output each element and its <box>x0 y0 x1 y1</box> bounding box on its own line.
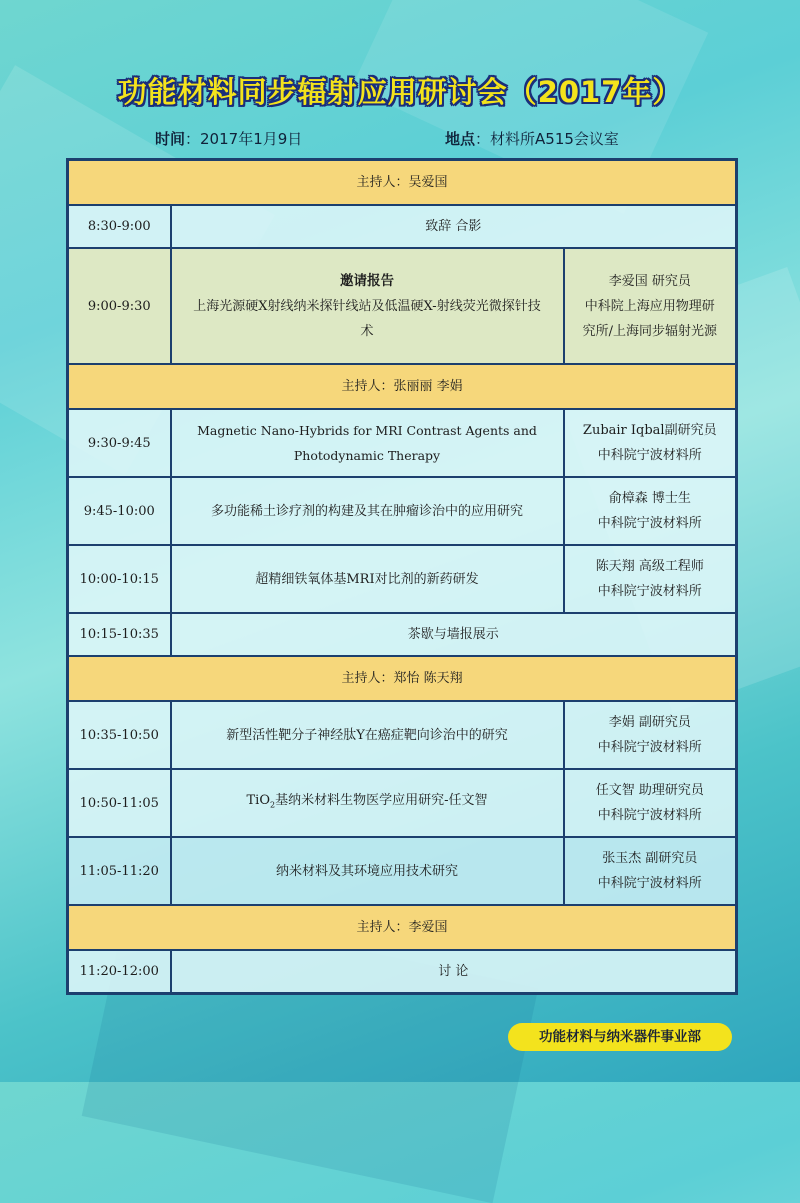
talk-topic: Magnetic Nano-Hybrids for MRI Contrast Agents and Photodynamic Therapy <box>171 409 564 477</box>
talk-topic: 多功能稀土诊疗剂的构建及其在肿瘤诊治中的应用研究 <box>171 477 564 545</box>
host-name: 主持人：郑怡 陈天翔 <box>68 656 737 701</box>
page-title: 功能材料同步辐射应用研讨会（2017年） <box>117 75 683 109</box>
place-label: 地点 <box>445 130 476 148</box>
talk-topic <box>171 248 564 364</box>
host-name: 主持人：李爱国 <box>68 905 737 950</box>
time-slot: 11:05-11:20 <box>68 837 171 905</box>
host-row <box>68 364 737 409</box>
place-value: ：材料所A515会议室 <box>475 130 619 148</box>
schedule-table <box>66 158 738 995</box>
time-slot: 10:50-11:05 <box>68 769 171 837</box>
host-row <box>68 656 737 701</box>
talk-topic: 超精细铁氧体基MRI对比剂的新药研发 <box>171 545 564 613</box>
invited-report-heading: 邀请报告 <box>340 272 394 289</box>
session-title: 讨 论 <box>171 950 737 993</box>
schedule-row <box>68 837 737 905</box>
talk-topic: 新型活性靶分子神经肽Y在癌症靶向诊治中的研究 <box>171 701 564 769</box>
talk-topic <box>171 769 564 837</box>
talk-topic-subscript: 2 <box>270 800 276 810</box>
speaker: 陈天翔 高级工程师 中科院宁波材料所 <box>564 545 737 613</box>
host-name: 主持人：吴爱国 <box>68 160 737 206</box>
speaker: 李娟 副研究员 中科院宁波材料所 <box>564 701 737 769</box>
schedule-row <box>68 613 737 656</box>
schedule-row <box>68 545 737 613</box>
talk-topic: 纳米材料及其环境应用技术研究 <box>171 837 564 905</box>
speaker: Zubair Iqbal副研究员 中科院宁波材料所 <box>564 409 737 477</box>
speaker: 张玉杰 副研究员 中科院宁波材料所 <box>564 837 737 905</box>
time-slot: 9:45-10:00 <box>68 477 171 545</box>
speaker: 李爱国 研究员 中科院上海应用物理研究所/上海同步辐射光源 <box>564 248 737 364</box>
schedule-row <box>68 950 737 993</box>
schedule-row <box>68 248 737 364</box>
time-slot: 10:00-10:15 <box>68 545 171 613</box>
schedule-row <box>68 701 737 769</box>
schedule-row <box>68 409 737 477</box>
talk-topic-suffix: 基纳米材料生物医学应用研究-任文智 <box>275 793 488 809</box>
schedule-row <box>68 477 737 545</box>
meeting-time <box>155 128 302 149</box>
time-slot: 8:30-9:00 <box>68 205 171 248</box>
speaker: 俞樟森 博士生 中科院宁波材料所 <box>564 477 737 545</box>
department-badge: 功能材料与纳米器件事业部 <box>508 1023 732 1051</box>
host-row <box>68 160 737 206</box>
session-title: 致辞 合影 <box>171 205 737 248</box>
time-slot: 10:15-10:35 <box>68 613 171 656</box>
time-slot: 9:30-9:45 <box>68 409 171 477</box>
session-title: 茶歇与墙报展示 <box>171 613 737 656</box>
schedule-row <box>68 205 737 248</box>
meeting-place <box>445 128 619 149</box>
time-slot: 9:00-9:30 <box>68 248 171 364</box>
time-label: 时间 <box>155 130 186 148</box>
schedule-row <box>68 769 737 837</box>
host-name: 主持人：张丽丽 李娟 <box>68 364 737 409</box>
time-value: ：2017年1月9日 <box>185 130 303 148</box>
talk-topic-prefix: TiO <box>246 793 270 809</box>
host-row <box>68 905 737 950</box>
speaker: 任文智 助理研究员 中科院宁波材料所 <box>564 769 737 837</box>
time-slot: 11:20-12:00 <box>68 950 171 993</box>
talk-topic-text: 上海光源硬X射线纳米探针线站及低温硬X-射线荧光微探针技术 <box>193 298 541 339</box>
time-slot: 10:35-10:50 <box>68 701 171 769</box>
